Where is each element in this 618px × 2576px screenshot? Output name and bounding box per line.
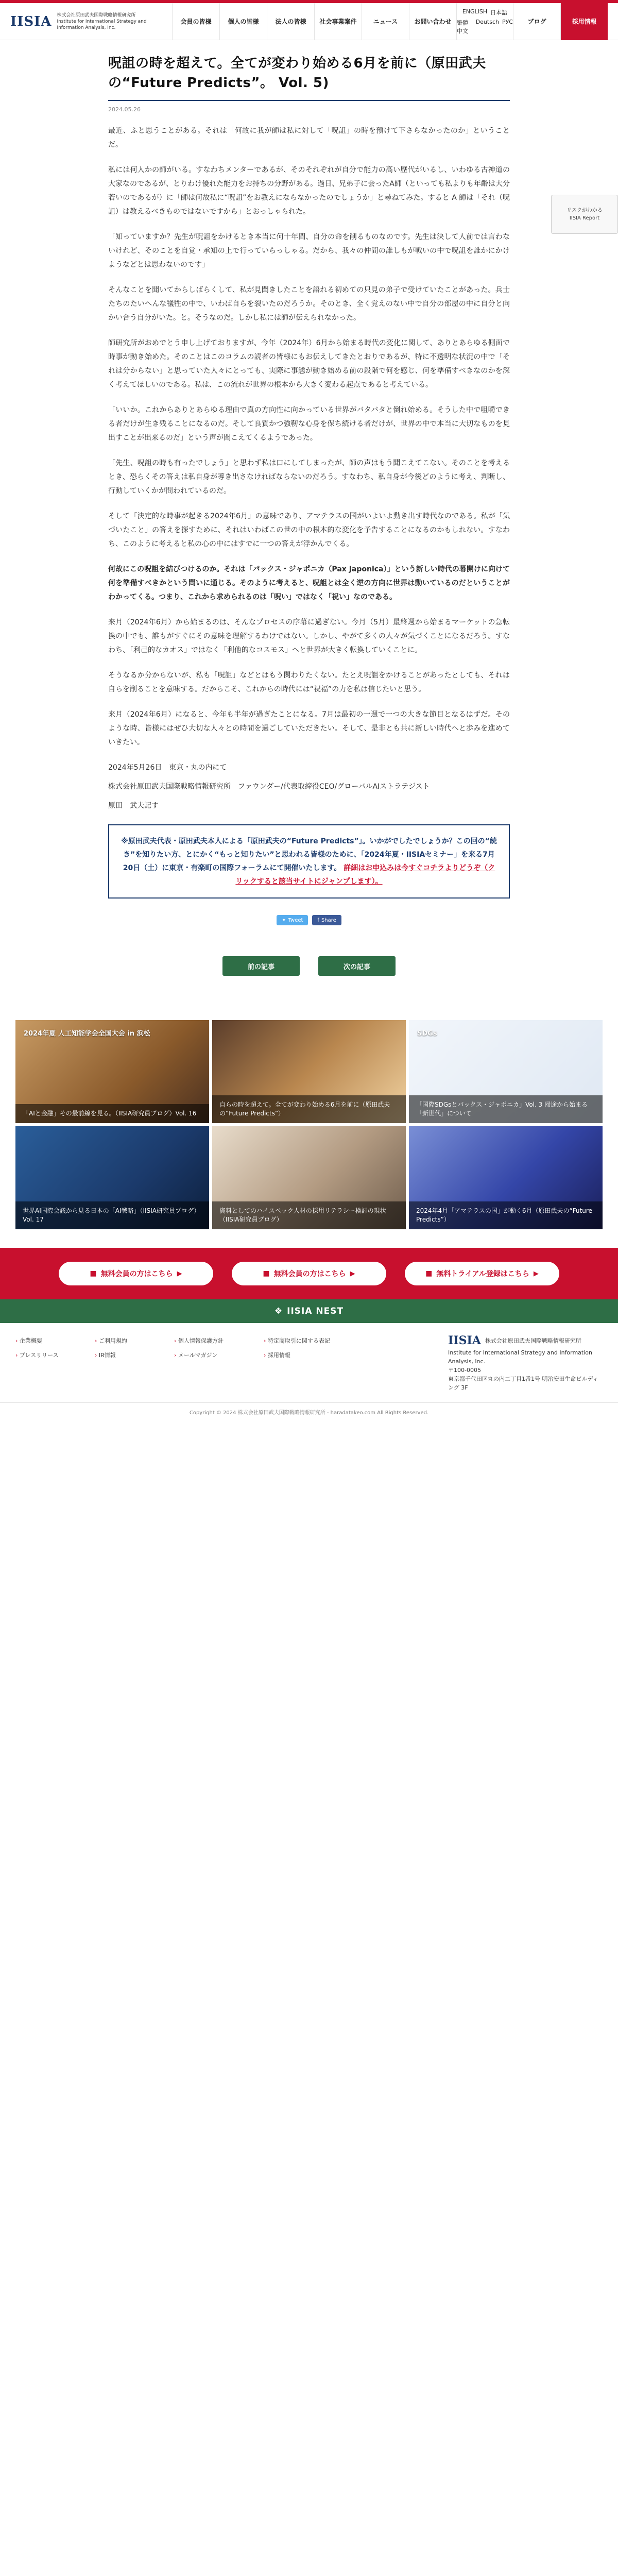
free-trial-label: 無料トライアル登録はこちら bbox=[436, 1270, 529, 1278]
seminar-note-text: ※原田武夫代表・原田武夫本人による「原田武夫の“Future Predicts”」。いかがでしたでしょうか？この回の“続き”を知りたい方、とにかく“もっと知りたい”と思われる皆様のために、「2024年夏・IISIAセミナー」を来る7月20日（土）に東京・有楽町の国際フォーラムにて開催いたします。 bbox=[121, 837, 497, 872]
next-article-button[interactable]: 次の記事 bbox=[318, 956, 396, 976]
thumbnail-text: 2024年夏 人工知能学会全国大会 in 浜松 bbox=[24, 1030, 150, 1038]
nav-members[interactable]: 会員の皆様 bbox=[172, 3, 219, 40]
footer-address: 東京都千代田区丸の内二丁目1番1号 明治安田生命ビルディング 3F bbox=[448, 1376, 598, 1391]
arrow-right-icon: ▶ bbox=[533, 1269, 539, 1278]
paragraph: 最近、ふと思うことがある。それは「何故に我が師は私に対して「呪詛」の時を預けて下さらなかったのか」ということだ。 bbox=[108, 127, 510, 149]
nav-blog[interactable]: ブログ bbox=[513, 3, 560, 40]
arrow-right-icon: ▶ bbox=[177, 1269, 182, 1278]
related-card[interactable] bbox=[212, 1020, 406, 1123]
site-footer bbox=[0, 1323, 618, 1423]
nav-corporate[interactable]: 法人の皆様 bbox=[267, 3, 314, 40]
related-card[interactable] bbox=[15, 1126, 209, 1229]
iisia-nest-banner[interactable] bbox=[0, 1299, 618, 1323]
paragraph: 「先生、呪詛の時も有ったでしょう」と思わず私は口にしてしまったが、師の声はもう聞こえてこない。そのことを考えるとき、恐らくその答えは私自身が導き出さなければならないのだろう。すなわち、私自身が今後どのように考え、判断し、行動していくかが問われているのだ。 bbox=[108, 459, 510, 495]
paragraph: そうなるか分からないが、私も「呪詛」などとはもう関わりたくない。たとえ呪詛をかけることがあったとしても、それは自らを削ることを意味する。だからこそ、これからの時代には“祝福”の力を私は信じたいと思う。 bbox=[108, 671, 510, 693]
share-label: Share bbox=[321, 917, 336, 923]
paragraph: 私には何人かの師がいる。すなわちメンターであるが、そのそれぞれが自分で能力の高い歴代がいるし、いわゆる古神道の大家なのであるが、とりわけ優れた能力をお持ちの分野がある。過日、兄弟子に会ったA師（といっても私よりも年齢は大分若いのであるが）に「師は何故私に“呪詛”をお教えにならなかったのでしょうか」と尋ねてみた。すると A 師は「それ（呪詛）は教えるべきものではないですから」とおっしゃられた。 bbox=[108, 166, 510, 216]
nav-individuals[interactable]: 個人の皆様 bbox=[219, 3, 267, 40]
free-member-label: 無料会員の方はこちら bbox=[100, 1270, 173, 1278]
article-date: 2024.05.26 bbox=[108, 106, 141, 113]
facebook-icon: f bbox=[317, 917, 319, 923]
logo-line-1: 株式会社原田武夫国際戦略情報研究所 bbox=[57, 12, 136, 18]
share-buttons bbox=[108, 915, 510, 925]
footer-link[interactable]: › ご利用規約 bbox=[95, 1336, 162, 1345]
paragraph: 師研究所がおめでとう申し上げておりますが、今年（2024年）6月から始まる時代の変化に関して、ありとあらゆる側面で時事が動き始めた。そのことはこのコラムの読者の皆様にもお伝えしてきたとおりであるが、特に不透明な状況の中で「それは分からない」と思っていた人々にとっても、実際に事態が動き始める前の段階で何を感じ、何を準備すべきなのかを深く考えてほしいのである。私は、この流れが世界の根本から大きく変わる起点であると考えている。 bbox=[108, 339, 510, 389]
related-articles bbox=[15, 1020, 603, 1229]
footer-link[interactable]: › 個人情報保護方針 bbox=[174, 1336, 251, 1345]
nest-label: IISIA NEST bbox=[287, 1306, 344, 1316]
newsletter-label: 無料会員の方はこちら bbox=[273, 1270, 346, 1278]
paragraph: 「知っていますか？先生が呪詛をかけるとき本当に何十年間、自分の命を削るものなのです。先生は決して人前では言わないけれど、そのことを自覚・承知の上で行っていらっしゃる。だから、我々の仲間の誰しもが戦いの中で呪詛を誰かにかけようなどとは思わないのです」 bbox=[108, 233, 510, 269]
side-report-badge[interactable] bbox=[551, 195, 618, 234]
related-caption: 「国際SDGsとパックス・ジャポニカ」Vol. 3 帰途から始まる「新世代」について bbox=[409, 1095, 603, 1123]
main-nav bbox=[172, 3, 608, 40]
footer-body bbox=[0, 1323, 618, 1402]
footer-link[interactable]: › メールマガジン bbox=[174, 1351, 251, 1359]
nest-leaf-icon: ❖ bbox=[274, 1306, 283, 1316]
footer-links bbox=[15, 1336, 331, 1392]
nav-social[interactable]: 社会事業案件 bbox=[314, 3, 362, 40]
seminar-link[interactable]: 詳細はお申込みは今すぐコチラよりどうぞ（クリックすると該当サイトにジャンプします）。 bbox=[235, 864, 495, 886]
signature-date: 2024年5月26日 東京・丸の内にて bbox=[108, 764, 227, 772]
related-card[interactable] bbox=[15, 1020, 209, 1123]
footer-link[interactable]: › 特定商取引に関する表記 bbox=[264, 1336, 331, 1345]
free-trial-button[interactable] bbox=[405, 1262, 559, 1285]
nav-contact[interactable]: お問い合わせ bbox=[409, 3, 456, 40]
paragraph-emphasis: 何故にこの呪詛を結びつけるのか。それは「パックス・ジャポニカ（Pax Japonica）」という新しい時代の幕開けに向けて何を準備すべきかという問いに通じる。そのように考えると、呪詛とは全く逆の方向に世界は動いているのだということがわかってくる。つまり、これから求められるのは「呪い」ではなく「祝い」なのである。 bbox=[108, 565, 510, 601]
tweet-button[interactable] bbox=[277, 915, 308, 925]
related-caption: 自らの時を超えて。全てが変わり始める6月を前に（原田武夫の“Future Predicts”） bbox=[212, 1095, 406, 1123]
nav-recruit[interactable]: 採用情報 bbox=[560, 3, 608, 40]
paragraph: そんなことを聞いてからしばらくして、私が見聞きしたことを語れる初めての只見の弟子で受けていたことがあった。兵士たちのたいへんな犠牲の中で、いわば自らを裂いたのだろうか。そのとき、全く覚えのない中で自分の部屋の中に自分と向かい合う自分がいた。と。そうなのだ。しかし私には師が伝えられなかった。 bbox=[108, 286, 510, 322]
related-caption: 世界AI国際会議から見る日本の「AI戦略」（IISIA研究員ブログ）Vol. 17 bbox=[15, 1201, 209, 1229]
cta-band bbox=[0, 1248, 618, 1299]
prev-article-button[interactable]: 前の記事 bbox=[222, 956, 300, 976]
facebook-share-button[interactable] bbox=[312, 915, 341, 925]
signature-name: 原田 武夫記す bbox=[108, 802, 159, 810]
lang-japanese[interactable]: 日本語 bbox=[490, 9, 508, 16]
logo-line-2: Institute for International Strategy and Information Analysis, Inc. bbox=[57, 19, 147, 30]
site-logo[interactable] bbox=[10, 12, 172, 31]
footer-link[interactable]: › 採用情報 bbox=[264, 1351, 331, 1359]
copyright: Copyright © 2024 株式会社原田武夫国際戦略情報研究所 - haradatakeo.com All Rights Reserved. bbox=[0, 1402, 618, 1423]
title-divider bbox=[108, 100, 510, 101]
side-badge-line-1: リスクがわかる bbox=[566, 208, 603, 213]
footer-logo-mark: IISIA bbox=[448, 1334, 481, 1347]
footer-postal: 〒100-0005 bbox=[448, 1367, 481, 1374]
trial-icon: ■ bbox=[425, 1269, 433, 1278]
seminar-note bbox=[108, 824, 510, 899]
side-badge-line-2: IISIA Report bbox=[569, 215, 600, 221]
page-title: 呪詛の時を超えて。全てが変わり始める6月を前に（原田武夫の“Future Predicts”。 Vol. 5) bbox=[108, 56, 486, 91]
related-caption: 「AIと金融」その最前線を見る。（IISIA研究員ブログ）Vol. 16 bbox=[15, 1104, 209, 1123]
lang-german[interactable]: Deutsch bbox=[475, 18, 499, 25]
logo-subtitle bbox=[57, 12, 172, 31]
free-member-button[interactable] bbox=[59, 1262, 213, 1285]
lang-chinese[interactable]: 繁體中文 bbox=[457, 19, 468, 35]
paragraph: 来月（2024年6月）から始まるのは、そんなプロセスの序幕に過ぎない。今月（5月）最終週から始まるマーケットの急転換の中でも、誰もがすぐにその意味を理解するわけではない。しかし、やがて多くの人々が気づくことになるだろう。すなわち、「利己的なカオス」ではなく「利他的なコスモス」へと世界が大きく転換していくことに。 bbox=[108, 618, 510, 654]
language-switcher bbox=[456, 3, 513, 40]
footer-org-name: 株式会社原田武夫国際戦略情報研究所 bbox=[485, 1337, 581, 1344]
paragraph: 「いいか。これからありとあらゆる理由で真の方向性に向かっている世界がバタバタと倒れ始める。そうした中で咀嚼できる者だけが生き残ることになるのだ。そして良質かつ強靭な心身を保ち続ける者だけが、世界の中で本当に大切なものを見出すことが出来るのだ」という声が聞こえてくるようであった。 bbox=[108, 406, 510, 442]
newsletter-button[interactable] bbox=[232, 1262, 386, 1285]
member-icon: ■ bbox=[90, 1269, 97, 1278]
footer-link[interactable]: › 企業概要 bbox=[15, 1336, 82, 1345]
lang-russian[interactable]: РУС bbox=[502, 18, 513, 25]
paragraph: 来月（2024年6月）になると、今年も半年が過ぎたことになる。7月は最初の一週で一つの大きな節目となるはずだ。そのような時、皆様にはぜひ大切な人々との時間を過ごしていただきたい。そして、是非とも共に新しい時代へと歩みを進めていきたい。 bbox=[108, 710, 510, 747]
related-card[interactable] bbox=[212, 1126, 406, 1229]
related-caption: 2024年4月「アマテラスの国」が動く6月（原田武夫の“Future Predicts”） bbox=[409, 1201, 603, 1229]
footer-org-en: Institute for International Strategy and Information Analysis, Inc. bbox=[448, 1349, 592, 1365]
footer-link[interactable]: › プレスリリース bbox=[15, 1351, 82, 1359]
footer-link[interactable]: › IR情報 bbox=[95, 1351, 162, 1359]
logo-mark: IISIA bbox=[10, 13, 52, 29]
related-caption: 資料としてのハイスペック人材の採用リテラシー検討の現状（IISIA研究員ブログ） bbox=[212, 1201, 406, 1229]
paragraph: そして「決定的な時事が起きる2024年6月」の意味であり、アマテラスの国がいよいよ動き出す時代なのである。私が「気づいたこと」の答えを探すために、それはいわばこの世の中の根本的な変化を予告することになるのかもしれない。すなわち、このように考えると私の心の中にはすでに一つの答えが浮かんでくる。 bbox=[108, 512, 510, 548]
nav-news[interactable]: ニュース bbox=[362, 3, 409, 40]
article bbox=[108, 40, 603, 976]
bird-icon: ✦ bbox=[282, 917, 286, 923]
footer-organization bbox=[448, 1336, 603, 1392]
arrow-right-icon: ▶ bbox=[350, 1269, 355, 1278]
thumbnail-text: SDGs bbox=[417, 1030, 437, 1038]
lang-english[interactable]: ENGLISH bbox=[462, 8, 488, 15]
footer-logo[interactable] bbox=[448, 1336, 603, 1345]
related-card[interactable] bbox=[409, 1020, 603, 1123]
mail-icon: ■ bbox=[263, 1269, 270, 1278]
tweet-label: Tweet bbox=[288, 917, 303, 923]
article-pager bbox=[108, 956, 510, 976]
related-card[interactable] bbox=[409, 1126, 603, 1229]
signature-org: 株式会社原田武夫国際戦略情報研究所 ファウンダー/代表取締役CEO/グローバルAIストラテジスト bbox=[108, 783, 430, 791]
site-header bbox=[0, 3, 618, 40]
